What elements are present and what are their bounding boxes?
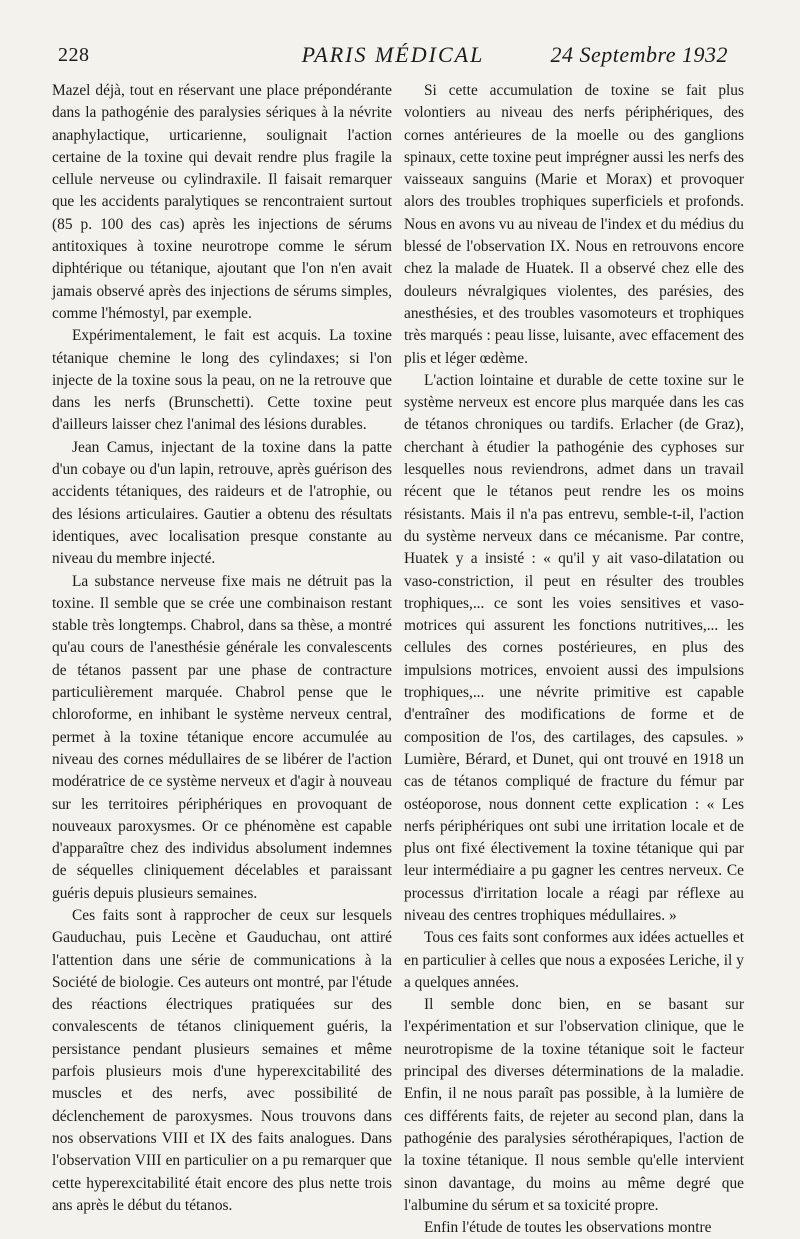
issue-date: 24 Septembre 1932 bbox=[550, 42, 728, 67]
paragraph: Expérimentalement, le fait est acquis. La toxine tétanique chemine le long des cylindaxes; si l'on injecte de la toxine sous la peau, on ne la retrouve que dans les nerfs (Brunschetti). Cette toxine peut d'ailleurs laisser chez l'animal des lésions durables. bbox=[52, 327, 392, 434]
paragraph: Si cette accumulation de toxine se fait plus volontiers au niveau des nerfs périphériques, des cornes antérieures de la moelle ou des ganglions spinaux, cette toxine peut imprégner aussi les nerfs des vaisseaux sanguins (Marie et Morax) et provoquer alors des troubles trophiques superficiels et profonds. Nous en avons vu au niveau de l'index et du médius du blessé de l'observation IX. Nous en retrouvons encore chez la malade de Huatek. Il a observé chez elle des douleurs névralgiques violentes, des parésies, des anesthésies, et des troubles vasomoteurs et trophiques très marqués : peau lisse, luisante, avec effacement des plis et léger œdème. bbox=[404, 82, 744, 367]
paragraph: Mazel déjà, tout en réservant une place prépondérante dans la pathogénie des paralysies sériques à la névrite anaphylactique, urticarienne, soulignait l'action certaine de la toxine qui devait rendre plus fragile la cellule nerveuse ou cylindraxile. Il faisait remarquer que les accidents paralytiques se rencontraient surtout (85 p. 100 des cas) après les injections de sérums antitoxiques à toxine neurotrope comme le sérum diphtérique ou tétanique, ajoutant que l'on n'en avait jamais observé après des injections de sérums simples, comme l'hémostyl, par exemple. bbox=[52, 82, 392, 322]
journal-title: PARIS MÉDICAL bbox=[301, 42, 485, 67]
running-header bbox=[58, 42, 728, 72]
paragraph: Il semble donc bien, en se basant sur l'expérimentation et sur l'observation clinique, que le neurotropisme de la toxine tétanique soit le facteur principal des diverses déterminations de la maladie. Enfin, il ne nous paraît pas possible, à la lumière de ces différents faits, de rejeter au second plan, dans la pathogénie des paralysies sérothérapiques, l'action de la toxine tétanique. Il nous semble qu'elle intervient sinon davantage, du moins au même degré que l'albumine du sérum et sa toxicité propre. bbox=[404, 996, 744, 1214]
paragraph: Enfin l'étude de toutes les observations montre bbox=[424, 1219, 712, 1237]
paragraph: L'action lointaine et durable de cette toxine sur le système nerveux est encore plus marquée dans les cas de tétanos chroniques ou tardifs. Erlacher (de Graz), cherchant à étudier la pathogénie des cyphoses sur lesquelles nous reviendrons, admet dans un travail récent que le tétanos peut rendre les os moins résistants. Mais il n'a pas entrevu, semble-t-il, l'action du système nerveux dans ce mécanisme. Par contre, Huatek y a insisté : « qu'il y ait vaso-dilatation ou vaso-constriction, il peut en résulter des troubles trophiques,... ce sont les voies sensitives et vaso-motrices qui assurent les fonctions nutritives,... les cellules des cornes postérieures, en plus des impulsions motrices, envoient aussi des impulsions trophiques,... une névrite primitive est capable d'entraîner des modifications de forme et de composition de l'os, des cartilages, des capsules. » Lumière, Bérard, et Dunet, qui ont trouvé en 1918 un cas de tétanos compliqué de fracture du fémur par ostéoporose, nous donnent cette explication : « Les nerfs périphériques ont subi une irritation locale et de plus ont fixé électivement la toxine tétanique qui par leur intermédiaire a pu gagner les centres nerveux. Ce processus d'irritation locale a réagi par réflexe au niveau des centres trophiques médullaires. » bbox=[404, 371, 744, 924]
left-column bbox=[52, 80, 392, 1217]
right-column bbox=[404, 80, 744, 1239]
paragraph: Tous ces faits sont conformes aux idées actuelles et en particulier à celles que nous a exposées Leriche, il y a quelques années. bbox=[404, 929, 744, 991]
paragraph: Ces faits sont à rapprocher de ceux sur lesquels Gauduchau, puis Lecène et Gauduchau, ont attiré l'attention dans une série de communications à la Société de biologie. Ces auteurs ont montré, par l'étude des réactions électriques pratiquées sur des convalescents de tétanos cliniquement guéris, la persistance pendant plusieurs semaines et même parfois plusieurs mois d'une hyperexcitabilité des muscles et des nerfs, avec possibilité de déclenchement de paroxysmes. Nous trouvons dans nos observations VIII et IX des faits analogues. Dans l'observation VIII en particulier on a pu remarquer que cette hyperexcitabilité était encore des plus nette trois ans après le début du tétanos. bbox=[52, 906, 392, 1214]
page-number: 228 bbox=[58, 44, 90, 66]
paragraph: Jean Camus, injectant de la toxine dans la patte d'un cobaye ou d'un lapin, retrouve, après guérison des accidents tétaniques, des raideurs et de l'atrophie, ou des lésions articulaires. Gautier a obtenu des résultats identiques, avec localisation presque constante au niveau du membre injecté. bbox=[52, 438, 392, 568]
paragraph: La substance nerveuse fixe mais ne détruit pas la toxine. Il semble que se crée une combinaison restant stable très longtemps. Chabrol, dans sa thèse, a montré qu'au cours de l'anesthésie générale les convalescents de tétanos passent par une phase de contracture particulièrement marquée. Chabrol pense que le chloroforme, en inhibant le système nerveux central, permet à la toxine tétanique encore accumulée au niveau des cornes médullaires de se libérer de l'action modératrice de ce système nerveux et d'agir à nouveau sur les territoires périphériques en provoquant de nouveaux paroxysmes. Or ce phénomène est capable d'apparaître chez des individus absolument indemnes de séquelles cliniquement décelables et paraissant guéris depuis plusieurs semaines. bbox=[52, 572, 392, 902]
